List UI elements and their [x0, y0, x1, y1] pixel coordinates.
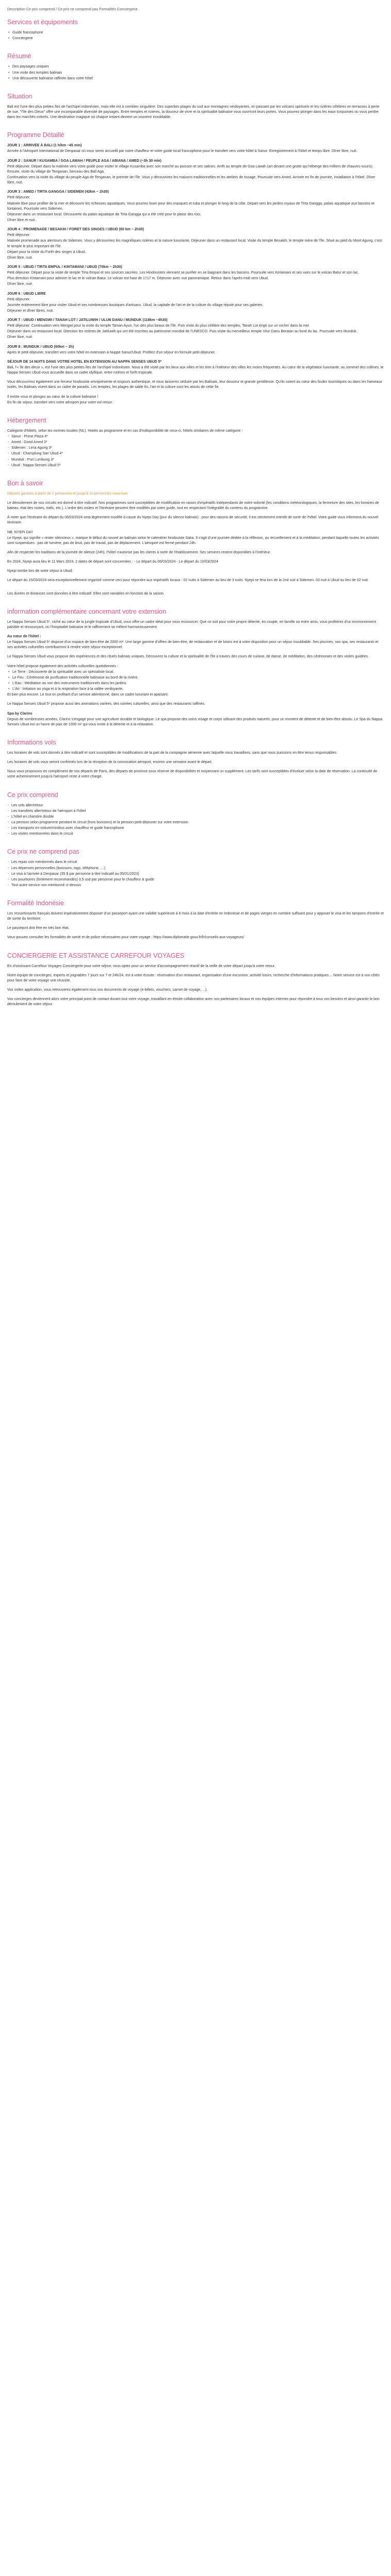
day-block [7, 190, 384, 223]
hebergement-heading: Hébergement [7, 416, 46, 424]
services-list [7, 30, 384, 41]
day-text: Déjeuner dans un restaurant local. Direction les rizières de Jatiluwih qui ont été inscrites au patrimoine mondial de l'UNESCO. Puis visite du merveilleux temple Ulun Danu Beratan au bord du lac. Poursuite vers Munduk. [7, 330, 357, 334]
formalite-text: Vous pouvez consulter les formalités de santé et de police nécessaires pour votre voyage : https://www.diplomatie.gouv.fr/fr/conseils-aux-voyageurs/ [7, 936, 245, 940]
day-title: JOUR 6 : UBUD LIBRE [7, 292, 46, 296]
day-title: JOUR 4 : PROMENADE / BESAKIH / FORET DES SINGES / UBUD (60 km ~ 2h30) [7, 228, 144, 232]
list-item: - Munduk : Puri Lumbung 3* [11, 457, 384, 463]
conciergerie-text: Notre équipe de concierges, experts et joignables 7 jours sur 7 et 24h/24, est à votre écoute : réservation d'un restaurant, organisation d'une excursion, activité loisirs, recherche d'informations pratiques… Notre service est à vos côtés pour faire de votre voyage une réussite. [7, 973, 380, 982]
list-item: - Les transferts aller/retour de l'aéroport à l'hôtel [11, 809, 384, 814]
resume-heading: Résumé [7, 53, 31, 60]
programme-days [7, 143, 384, 355]
info-text: Le Nappa Senses Ubud vous propose des expériences et des rituels balinais uniques. Découvrez la culture et la spiritualité de l'île à travers des cours de cuisine, de danse, de méditation, des cérémonies et des visites guidées. [7, 655, 369, 659]
list-item: - Amed : Good Amed 3* [11, 440, 384, 445]
page [0, 0, 391, 1023]
bon-a-savoir-text: Le Nyepi, qui signifie « rester silencieux », marque le début du nouvel an balinais selon le calendrier hindouiste Saka. Il s'agit d'une journée dédiée à la réflexion, au recueillement et à la méditation, pendant laquelle toutes les activités sont suspendues : pas de lumière, pas de bruit, pas de travail, pas de déplacement. L'aéroport est fermé pendant 24h. [7, 536, 379, 545]
list-item: • L'Air : Initiation au yoga et à la respiration face à la vallée verdoyante. [12, 687, 384, 692]
bon-a-savoir-text: Afin de respecter les traditions de la journée de silence (24h), l'hôtel n'autorise pas les clients à sortir de l'établissement. Ses services restent disponibles à l'intérieur. [7, 551, 271, 554]
conciergerie-text: Vos voiles application, vous retrouverez également tous vos documents de voyage (e-billets, vouchers, carnet de voyage, ...). [7, 988, 208, 992]
page-description: Description Ce prix comprend / Ce prix ne comprend pas Formalités Conciergerie [7, 8, 138, 11]
day-text: Matinée promenade aux alentours de Sidemen. Vous y découvrirez les magnifiques rizières et la nature luxuriante. Déjeuner dans un restaurant local. Visite du temple Besakih, le temple mère de l'île. Situé au pied du Mont Agung, c'est le temple le plus important de l'île. [7, 239, 382, 248]
sejour-text: En fin de séjour, transfert vers votre aéroport pour votre vol retour. [7, 400, 113, 404]
day-text: Petit déjeuner. Continuation vers Mengwi pour la visite du temple Taman Ayun, l'un des plus beaux de l'île. Puis visite du plus célèbre des temples, Tanah Lot érigé sur un rocher dans la mer. [7, 324, 310, 328]
day-text: Dîner libre, nuit. [7, 256, 33, 260]
conciergerie-text: En choisissant Carrefour Voyages Conciergerie pour votre séjour, vous optez pour un service d'accompagnement réactif de la veille de votre départ jusqu'à votre retour. [7, 964, 275, 968]
bon-a-savoir-text: NB: NYEPI DAY [7, 530, 34, 534]
day-text: Petit déjeuner. Départ pour la visite de temple Tirta Empul et ses sources sacrées. Les Hindouistes viennent se purifier en se baignant dans les bassins. Poursuite vers Kintamani et ses vues sur le volcan Batur et son lac. [7, 271, 359, 275]
day-title: JOUR 8 : MUNDUK / UBUD (60km ~ 2h) [7, 345, 74, 349]
day-text: Plus direction Kintamani pour admirer le lac et le volcan Batur. Le volcan est haut de 1717 m. Déjeuner avec vue panoramique. Retour dans l'après-midi vers Ubud. [7, 277, 269, 281]
vols-text: Les horaires de vols sont donnés à titre indicatif et sont susceptibles de modifications de la part de la compagnie aérienne avec laquelle nous travaillons, sans que nous puissions en être tenus responsables. [7, 751, 337, 755]
day-block [7, 159, 384, 186]
day-text: Petit déjeuner. [7, 196, 30, 200]
list-item: - La pension selon programme pendant le circuit (hors boissons) et la pension petit-déjeuner sur votre extension [11, 820, 384, 825]
ce-prix-comprend-heading: Ce prix comprend [7, 791, 58, 799]
activities-list [7, 670, 384, 692]
list-item: • Une découverte balinaise raffinée dans votre hôtel [12, 76, 384, 81]
day-text: Dîner libre, nuit. [7, 282, 33, 286]
bon-a-savoir-text: Nyepi tombe lors de votre séjour à Ubud. [7, 569, 73, 573]
list-item: - Sidemen : Lima Agung 3* [11, 446, 384, 451]
info-text: Le Nappa Senses Ubud 5* dispose d'un espace de bien-être de 2000 m². Une large gamme d'offres de bien-être, de restauration et de loisirs est à votre disposition pour un séjour inoubliable. Ses piscines, son spa, ses restaurants et ses activités culturelles contribueront à rendre votre séjour exceptionnel. [7, 640, 379, 650]
info-text: Le Nappa Senses Ubud 5*, niché au cœur de la jungle tropicale d'Ubud, vous offre un cadre idéal pour vous ressourcer. Que ce soit pour votre propre détente, en couple, en famille ou entre amis, vous profiterez d'un environnement paisible et ressourçant, où l'hospitalité balinaise et le raffinement se mêlent harmonieusement. [7, 620, 377, 629]
info-text: Votre hôtel propose également des activités culturelles quotidiennes : [7, 664, 118, 668]
resume-list [7, 64, 384, 81]
day-text: Petit déjeuner. Départ dans la matinée vers votre guide pour visiter le village Kusamba avec son marché au poisson et ses salines. Arrêt au temple de Goa Lawah (art devant une grotte qui héberge des milliers de chauves-souris). Ensuite, visite du village de Tenganan, berceau des Bali Aga. [7, 164, 373, 174]
list-item: • Des paysages uniques [12, 64, 384, 70]
bon-a-savoir-text: Le départ du 15/03/2024 sera exceptionnellement organisé comme ceci pour répondre aux impératifs locaux : 02 nuits à Sidemen au lieu de 3 nuits. Nyepi se fera lors de la 2nd nuit à Sidemen. 03 nuit à Ubud au lieu de 02 nuit. [7, 579, 369, 583]
day-text: Matinée libre pour profiter de la mer et découvrir les richesses aquatiques. Vous pourrez louer pour des masques et tuba et plonger le long de la côte. Départ vers les jardins royaux de Tirta Gangga, palais aquatique aux bassins et fontaines. Poursuite vers Sidemen. [7, 201, 374, 211]
list-item: • Le Feu : Cérémonie de purification traditionnelle balinaise au bord de la rivière. [12, 675, 384, 681]
day-block [7, 265, 384, 287]
sejour-text: Il existe vous et plongez au cœur de la culture balinaise ! [7, 395, 99, 399]
list-item: - L'hôtel en chambre double [11, 815, 384, 820]
list-item: - Les dépenses personnelles (boissons, tags, téléphone, …) [11, 866, 384, 871]
day-text: Déjeuner dans un restaurant local. Découverte du palais aquatique de Tirta Gangga qui a été créé pour le plaisir des rois. [7, 212, 201, 216]
situation-text: Bali est l'une des plus petites îles de l'archipel indonésien, mais elle est à combien singulière. Des superbes plages du sud aux montagnes verdoyantes, en passant par les volcans spirituels et les rizières célèbres en terrasses à perte de vue, "l'île des Dieux" offre une incomparable diversité de paysages. Entre temples et rizières, la douceur de vivre et la spiritualité balinaise vous ouvriront leurs portes. Vous pourrez plonger dans les eaux turquoises ou vous perdre dans les marchés colorés. Une destination magique où chaque instant devient un souvenir inoubliable. [7, 105, 380, 120]
situation-heading: Situation [7, 92, 32, 100]
list-item: - Ubud : Champlung Sari Ubud 4* [11, 451, 384, 456]
day-title: JOUR 2 : SANUR / KUSAMBA / GOA LAWAH / PEUPLE AGA / ABIANA / AMED (~3h 30 min) [7, 159, 162, 163]
formalite-text: Les ressortissants français doivent impérativement disposer d'un passeport ayant une validité supérieure à 6 mois à la date d'entrée en Indonésie et de pages vierges en nombre suffisant pour y apposer le visa et les tampons d'entrée et de sortie du territoire. [7, 912, 384, 921]
day-text: Arrivée à l'Aéroport International de Denpasar où vous serez accueilli par notre chauffeur et votre guide local francophone pour le transfert vers votre hôtel à Sanur. Enregistrement à l'hôtel et temps libre. Dîner libre, nuit. [7, 149, 357, 154]
services-heading: Services et équipements [7, 19, 78, 26]
hebergement-intro: Catégorie d'hôtels, selon les normes locales (NL). Hotels au programme et en cas d'indisponibilité de ceux-ci, hôtels similaires de même catégorie : [7, 429, 243, 433]
infos-complementaires-heading: information complémentaire concernant votre extension [7, 607, 166, 615]
vols-text: Nous vous proposons en complément de nos départs de Paris, des départs de province sous réserve de disponibilités et moyennant un supplément. Les tarifs sont susceptibles d'évoluer selon la date de réservation. La continuité de votre acheminement jusqu'à l'aéroport reste à votre charge. [7, 770, 378, 779]
list-item: - Les pourboires (fortement recommandés) 3,5 usd par personne pour le chauffeur & guide [11, 877, 384, 883]
bon-a-savoir-text: Les durées et distances sont données à titre indicatif. Elles sont variables en fonction de la saison. [7, 591, 165, 596]
conciergerie-heading: CONCIERGERIE ET ASSISTANCE CARREFOUR VOYAGES [7, 952, 185, 959]
bon-a-savoir-text: En 2024, Nyepi aura lieu le 11 Mars 2024. 2 dates de départ sont concernées : - Le départ du 06/03/2024 - Le départ du 10/03/2024 [7, 560, 218, 564]
programme-heading: Programme Détaillé [7, 131, 64, 139]
formalite-text: Le passeport doit être en très bon état. [7, 926, 70, 930]
list-item: • Le Terre : Découverte de la spiritualité avec un spécialiste local. [12, 670, 384, 675]
day-text: Départ pour la visite du Forêt des singes à Ubud. [7, 250, 86, 254]
day-text: Dîner libre, nuit. [7, 335, 33, 340]
sejour-heading: SÉJOUR DE 14 NUITS DANS VOTRE HOTEL EN EXTENSION AU NAPPA SENSES UBUD 5* [7, 360, 162, 364]
day-block [7, 345, 384, 355]
info-text: Le Nappa Senses Ubud 5* propose aussi des animations variées, des soirées culturelles, ainsi que des restaurants raffinés. [7, 702, 205, 706]
hotel-list [7, 434, 384, 468]
day-text: Déjeuner et dîner libres, nuit. [7, 309, 54, 313]
sejour-text: Vous découvrirez également une ferveur hindouiste omniprésente et toujours authentique, et vous laisserez séduire par les Balinais, leur douceur et grande gentillesse. Qu'ils soient au cœur des foules touristiques ou dans les hameaux isolés, les Balinais vivent dans un cadre de paradis. Les temples, les plages de sable fin, l'art et la culture sont les atouts de cette île. [7, 380, 382, 389]
day-text: Petit déjeuner. [7, 297, 30, 301]
ce-prix-ne-comprend-pas-heading: Ce prix ne comprend pas [7, 848, 79, 856]
bon-a-savoir-text: À noter que l'itinéraire du départ du 06/03/2024 sera légèrement modifié à cause du Nyepi Day (jour du silence balinais) : pour des raisons de sécurité, il est strictement interdit de sortir de l'hôtel. Votre guide vous informera du nouvel itinéraire. [7, 516, 379, 525]
list-item: - Les vols aller/retour [11, 803, 384, 808]
informations-vols-heading: Informations vols [7, 738, 56, 746]
list-item: - Sanur : Prime Plaza 4* [11, 434, 384, 439]
list-item: - Les transports en voiture/minibus avec chauffeur et guide francophone [11, 826, 384, 831]
day-title: JOUR 3 : AMED / TIRTA GANGGA / SIDEMEN (42km ~ 1h30) [7, 190, 109, 194]
conciergerie-text: Vos concierges deviennent alors votre principal point de contact durant tout votre voyage, travaillant en étroite collaboration avec nos partenaires locaux et nos équipes internes pour répondre à tous vos besoins et ainsi garantir le bon déroulement de votre séjour. [7, 997, 380, 1007]
list-item: - Les visites mentionnées dans le circuit [11, 832, 384, 837]
list-item: - Tout autre service non mentionné ci-dessus [11, 883, 384, 888]
info-text: Et bien plus encore. Le tout en profitant d'un service attentionné, dans un cadre luxuriant et apaisant. [7, 693, 169, 697]
list-item: • L'Eau : Méditation au son des instruments traditionnels dans les jardins. [12, 681, 384, 686]
included-list [7, 803, 384, 837]
day-text: Après le petit-déjeuner, transfert vers votre hôtel en extension à Nuppe Sanur/Ubud. Profitez d'un séjour en formule petit-déjeuner. [7, 350, 216, 354]
day-block [7, 227, 384, 261]
excluded-list [7, 860, 384, 888]
day-text: Journée entièrement libre pour visiter Ubud et ses nombreuses boutiques d'artisans. Ubud, la capitale de l'art et de la culture du village réputé pour ses galeries. [7, 303, 264, 307]
day-block [7, 318, 384, 341]
list-item: - Ubud : Nappa Senses Ubud 5* [11, 463, 384, 468]
vols-text: Les horaires de vols vous seront confirmés lors de la réception de la convocation aéroport, environ une semaine avant le départ. [7, 760, 213, 765]
list-item: • Conciergerie [12, 36, 384, 41]
day-text: Petit déjeuner. [7, 233, 30, 238]
departure-notice: Départs garantis à partir de 2 personnes et jusqu'à 10 personnes maximum [7, 492, 128, 496]
list-item: • Guide francophone [12, 30, 384, 36]
bon-a-savoir-text: Le déroulement de nos circuits est donné à titre indicatif. Nos programmes sont susceptibles de modification en raison d'impératifs indépendants de notre volonté (les conditions météorologiques, la fermeture des sites, les horaires de bateau, état des routes, trafic, etc.). L'ordre des visites et l'itinéraire peuvent être modifiés par votre guide, tout en respectant l'intégralité du contenu du programme. [7, 501, 379, 511]
list-item: - Les repas non mentionnés dans le circuit [11, 860, 384, 865]
day-title: JOUR 7 : UBUD / MENGWI / TANAH LOT / JATILUWIH / ULUN DANU / MUNDUK (118km ~4h30) [7, 318, 168, 323]
spa-heading: Spa by Clarins [7, 711, 32, 716]
day-title: JOUR 1 : ARRIVÉE À BALI (1 h/km ~45 min) [7, 144, 82, 148]
day-block [7, 292, 384, 314]
day-title: JOUR 5 : UBUD / TIRTA EMPUL / KINTAMANI / UBUD (70km ~ 2h30) [7, 265, 122, 269]
formalite-heading: Formalité Indonésie [7, 900, 64, 907]
list-item: • Une visite des temples balinais [12, 71, 384, 76]
bon-a-savoir-heading: Bon à savoir [7, 479, 43, 487]
spa-text: Depuis de nombreuses années, Clarins s'engage pour une agriculture durable et biologique. Le spa propose des soins visage et corps utilisant des produits naturels, pour un moment de détente et de bien-être absolu. Le Spa du Nappa Senses Ubud est un havre de paix de 1000 m² qui vous invite à la détente et à la relaxation. [7, 717, 383, 726]
day-text: Continuation vers la visite du village du peuple Aga de Tenganan, le premier de l'île. Vous y découvrirez les maisons traditionnelles et les ateliers de tissage. Poursuite vers Amed. Arrivée en fin de journée, installation à l'hôtel. Dîner libre, nuit. [7, 175, 376, 185]
day-text: Dîner libre et nuit. [7, 218, 36, 222]
day-block [7, 143, 384, 154]
info-text: Au cœur de l'hôtel : [7, 634, 41, 638]
list-item: - Le visa à l'arrivée à Denpasar (35 $ par personne à titre indicatif au 05/01/2023) [11, 872, 384, 877]
sejour-text: Bali, l'« île des dieux », est l'une des plus petites îles de l'archipel indonésien. Nous a été visité par les lieux aux villes et les tirer à l'intérieur des villes les moins fréquentés. Au cœur de la végétation luxuriante, au sommet des collines, le Nappa Senses Ubud vous accueille dans un cadre idyllique, entre rizières et forêt tropicale. [7, 366, 384, 375]
